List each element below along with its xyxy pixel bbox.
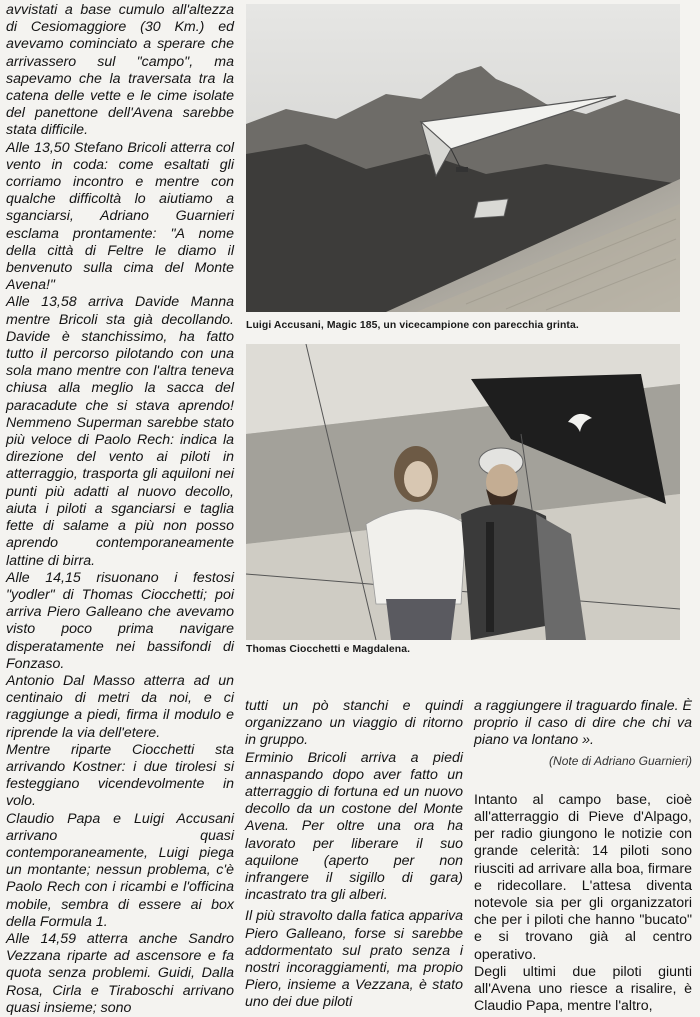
middle-text-column [245, 698, 463, 1012]
pilot-portrait-photo [246, 344, 680, 640]
paragraph: Alle 14,59 atterra anche Sandro Vezzana riparte ad ascensore e fa quota senza problemi. Guidi, Dalla Rosa, Cirla e Tiraboschi arrivano quasi insieme; sono [6, 930, 234, 1016]
author-note: (Note di Adriano Guarnieri) [549, 753, 692, 768]
paragraph: Mentre riparte Ciocchetti sta arrivando Kostner: i due tirolesi si festeggiano vicendevolmente in volo. [6, 741, 234, 810]
hang-glider-mountain-photo [246, 4, 680, 312]
paragraph: Erminio Bricoli arriva a piedi annaspando dopo aver fatto un atterraggio di fortuna ed un nuovo decollo da un costone del Monte Avena. Per oltre una ora ha lavorato per liberare il suo aquilone (aperto per non infrangere il sigillo di gara) incastrato tra gli alberi. [245, 749, 463, 904]
paragraph: Antonio Dal Masso atterra ad un centinaio di metri da noi, e ci raggiunge a piedi, firma il modulo e riprende la via dell'etere. [6, 672, 234, 741]
paragraph: a raggiungere il traguardo finale. È proprio il caso di dire che chi va piano va lontano ». [474, 698, 692, 749]
bottom-photo-caption: Thomas Ciocchetti e Magdalena. [246, 644, 411, 655]
paragraph: Alle 14,15 risuonano i festosi "yodler" di Thomas Ciocchetti; poi arriva Piero Galleano che avevamo visto poco prima navigare disperatamente nei bassifondi di Fonzaso. [6, 569, 234, 672]
right-text-column [474, 698, 692, 1015]
paragraph: Degli ultimi due piloti giunti all'Avena uno riesce a risalire, è Claudio Papa, mentre l'altro, [474, 963, 692, 1015]
paragraph: tutti un pò stanchi e quindi organizzano un viaggio di ritorno in gruppo. [245, 698, 463, 749]
top-photo-caption: Luigi Accusani, Magic 185, un vicecampione con parecchia grinta. [246, 320, 579, 331]
paragraph: Il più stravolto dalla fatica appariva Piero Galleano, forse si sarebbe addormentato sul prato senza i nostri incoraggiamenti, ma propio Piero, insieme a Vezzana, è stato uno dei due piloti [245, 908, 463, 1011]
paragraph: avvistati a base cumulo all'altezza di Cesiomaggiore (30 Km.) ed avevamo cominciato a sperare che arrivassero sul "campo", ma sapevamo che la traversata tra la catena delle vette e le cime isolate del panettone dell'Avena sarebbe stata difficile. [6, 2, 234, 139]
paragraph: Claudio Papa e Luigi Accusani arrivano quasi contemporaneamente, Luigi piega un montante; nessun problema, c'è Paolo Rech con i ricambi e l'officina mobile, sembra di essere ai box della Formula 1. [6, 810, 234, 930]
left-text-column [6, 2, 234, 1017]
paragraph: Alle 13,58 arriva Davide Manna mentre Bricoli sta già decollando. Davide è stanchissimo, ha fatto tutto il percorso pilotando con una sola mano mentre con l'altra teneva chiusa alla meglio la sacca del paracadute che si stava aprendo! Nemmeno Superman sarebbe stato più veloce di Paolo Rech: indica la direzione del vento ai piloti in atterraggio, trasporta gli aquiloni nei punti più adatti al nuovo decollo, aiuta i piloti a sganciarsi e taglia fette di salame a più non posso aprendo contemporaneamente lattine di birra. [6, 294, 234, 569]
paragraph: Intanto al campo base, cioè all'atterraggio di Pieve d'Alpago, per radio giungono le notizie con grande celerità: 14 piloti sono riusciti ad arrivare alla boa, firmare e ridecollare. L'attesa diventa notevole sia per gli organizzatori che per i piloti che hanno "bucato" e si trovano già al centro operativo. [474, 791, 692, 963]
paragraph: Alle 13,50 Stefano Bricoli atterra col vento in coda: come esaltati gli corriamo incontro e mentre con qualche difficoltà lo aiutiamo a sganciarsi, Adriano Guarnieri esclama prontamente: "A nome della città di Feltre le diamo il benvenuto sulla cima del Monte Avena!" [6, 139, 234, 294]
